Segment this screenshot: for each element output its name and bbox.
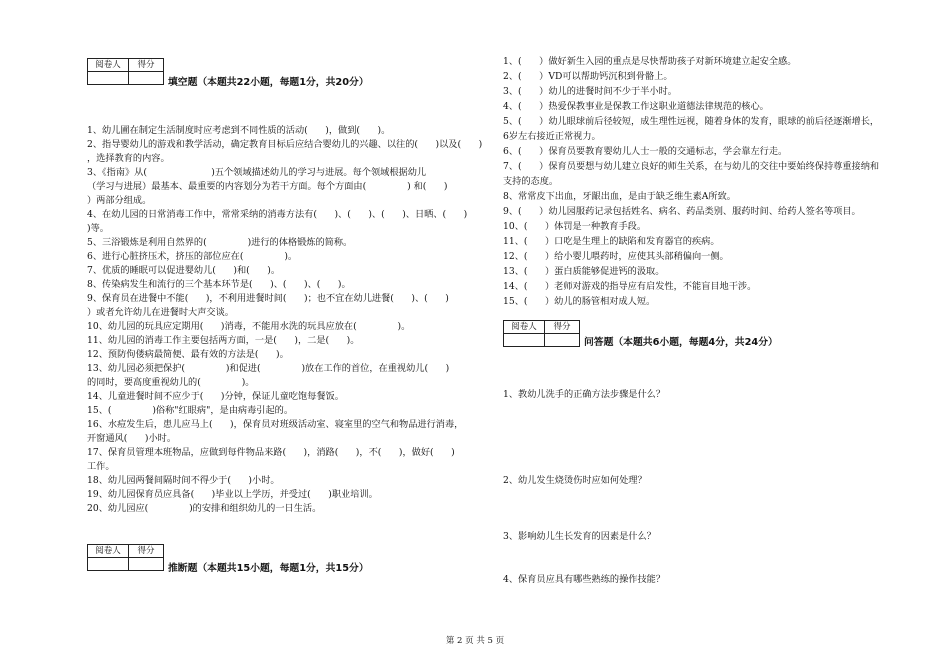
page-footer: 第 2 页 共 5 页 bbox=[445, 636, 505, 646]
question-line: 10、幼儿园的玩具应定期用( )消毒，不能用水洗的玩具应放在( )。 bbox=[87, 321, 411, 332]
score-cell[interactable] bbox=[129, 558, 164, 571]
qa-question-2: 2、幼儿发生烧烫伤时应如何处理？ bbox=[503, 475, 647, 486]
question-line: 19、幼儿园保育员应具备( )毕业以上学历，并受过( )职业培训。 bbox=[87, 489, 378, 500]
question-line: 1、( ）做好新生入园的重点是尽快帮助孩子对新环境建立起安全感。 bbox=[503, 56, 797, 67]
score-cell[interactable] bbox=[129, 72, 164, 85]
question-line: 5、( ）幼儿眼球前后径较短，成生理性远视，随着身体的发育，眼球的前后径逐渐增长， bbox=[503, 116, 880, 127]
question-line: 6、( ）保育员要教育婴幼儿人士一般的交通标志，学会靠左行走。 bbox=[503, 146, 788, 157]
question-line: 7、优质的睡眠可以促进婴幼儿( )和( )。 bbox=[87, 265, 281, 276]
question-line: 14、( ）老师对游戏的指导应有启发性，不能盲目地干涉。 bbox=[503, 281, 757, 292]
fill-questions bbox=[87, 124, 482, 516]
question-line: 12、预防佝偻病最简便、最有效的方法是( )。 bbox=[87, 349, 289, 360]
score-label: 得分 bbox=[129, 545, 164, 558]
judge-section-title: 推断题（本题共15小题，每题1分，共15分） bbox=[168, 563, 369, 574]
qa-section-title: 问答题（本题共6小题，每题4分，共24分） bbox=[584, 337, 778, 348]
reviewer-label: 阅卷人 bbox=[88, 545, 129, 558]
question-line: 2、( ）VD可以帮助钙沉积到骨骼上。 bbox=[503, 71, 673, 82]
question-line: 8、常常皮下出血，牙龈出血，是由于缺乏维生素A所致。 bbox=[503, 191, 736, 202]
question-line: 12、( ）给小婴儿喂药时，应使其头部稍偏向一侧。 bbox=[503, 251, 729, 262]
score-box-qa bbox=[503, 320, 580, 347]
score-box-judge bbox=[87, 544, 164, 571]
qa-question-4: 4、保育员应具有哪些熟练的操作技能？ bbox=[503, 574, 666, 585]
question-line: 20、幼儿园应( )的安排和组织幼儿的一日生活。 bbox=[87, 503, 322, 514]
question-line: 5、三浴锻炼是利用自然界的( )进行的体格锻炼的简称。 bbox=[87, 237, 353, 248]
reviewer-cell[interactable] bbox=[88, 72, 129, 85]
question-line: 11、幼儿园的消毒工作主要包括两方面，一是( )，二是( )。 bbox=[87, 335, 360, 346]
question-line: 10、( ）体罚是一种教育手段。 bbox=[503, 221, 647, 232]
question-line: ，选择教育的内容。 bbox=[87, 153, 170, 164]
question-line: 工作。 bbox=[87, 461, 115, 472]
question-line: 13、幼儿园必须把保护( )和促进( )放在工作的首位，在重视幼儿( ) bbox=[87, 363, 450, 374]
question-line: 17、保育员管理本班物品，应做到每件物品来路( )，消路( )，不( )，做好( ) bbox=[87, 447, 455, 458]
question-line: 8、传染病发生和流行的三个基本环节是( )、( )、( )。 bbox=[87, 279, 351, 290]
question-line: 4、( ）热爱保教事业是保教工作这职业道德法律规范的核心。 bbox=[503, 101, 769, 112]
question-line: 1、幼儿圃在制定生活制度时应考虑到不同性质的活动( )，做到( )。 bbox=[87, 125, 391, 136]
question-line: )等。 bbox=[87, 223, 109, 234]
question-line: 13、( ）蛋白质能够促进钙的汲取。 bbox=[503, 266, 665, 277]
qa-question-1: 1、教幼儿洗手的正确方法步骤是什么？ bbox=[503, 389, 666, 400]
judge-questions bbox=[503, 54, 879, 309]
reviewer-cell[interactable] bbox=[88, 558, 129, 571]
question-line: 16、水痘发生后，患儿应马上( )，保育员对班级活动室、寝室里的空气和物品进行消毒， bbox=[87, 419, 464, 430]
question-line: 9、保育员在进餐中不能( )，不利用进餐时间( )；也不宜在幼儿进餐( )、( ) bbox=[87, 293, 449, 304]
score-label: 得分 bbox=[129, 59, 164, 72]
question-line: 11、( ）口吃是生理上的缺陷和发育器官的疾病。 bbox=[503, 236, 720, 247]
question-line: （学习与进展）最基本、最重要的内容划分为若干方面。每个方面由( ) 和( ) bbox=[87, 181, 448, 192]
question-line: 6、进行心脏挤压术，挤压的部位应在( )。 bbox=[87, 251, 298, 262]
fill-section-title: 填空题（本题共22小题，每题1分，共20分） bbox=[168, 77, 369, 88]
question-line: 3、( ）幼儿的进餐时间不少于半小时。 bbox=[503, 86, 677, 97]
qa-question-3: 3、影响幼儿生长发育的因素是什么？ bbox=[503, 531, 656, 542]
score-cell[interactable] bbox=[545, 334, 580, 347]
question-line: 15、( ）幼儿的肠管相对成人短。 bbox=[503, 296, 656, 307]
question-line: 14、儿童进餐时间不应少于( )分钟，保证儿童吃饱每餐饭。 bbox=[87, 391, 344, 402]
reviewer-label: 阅卷人 bbox=[88, 59, 129, 72]
question-line: 4、在幼儿园的日常消毒工作中，常常采纳的消毒方法有( )、( )、( )、日晒、( ) bbox=[87, 209, 468, 220]
question-line: ）两部分组成。 bbox=[87, 195, 152, 206]
question-line: 7、( ）保育员要想与幼儿建立良好的师生关系，在与幼儿的交往中要始终保持尊重接纳和 bbox=[503, 161, 880, 172]
score-box-fill bbox=[87, 58, 164, 85]
question-line: 6岁左右接近正常视力。 bbox=[503, 131, 601, 142]
question-line: 3、《指南》从( )五个领域描述幼儿的学习与进展。每个领域根据幼儿 bbox=[87, 167, 427, 178]
question-line: 的同时，要高度重视幼儿的( )。 bbox=[87, 377, 255, 388]
question-line: 2、指导婴幼儿的游戏和教学活动，确定教育目标后应结合婴幼儿的兴趣、以往的( )以及( ) bbox=[87, 139, 483, 150]
reviewer-label: 阅卷人 bbox=[504, 321, 545, 334]
reviewer-cell[interactable] bbox=[504, 334, 545, 347]
question-line: 支持的态度。 bbox=[503, 176, 559, 187]
question-line: 18、幼儿园两餐间隔时间不得少于( )小时。 bbox=[87, 475, 280, 486]
score-label: 得分 bbox=[545, 321, 580, 334]
question-line: 9、( ）幼儿园服药记录包括姓名、病名、药品类别、服药时间、给药人签名等项目。 bbox=[503, 206, 861, 217]
question-line: ）或者允许幼儿在进餐时大声交谈。 bbox=[87, 307, 234, 318]
question-line: 开窗通风( )小时。 bbox=[87, 433, 177, 444]
question-line: 15、( )俗称"红眼病"，是由病毒引起的。 bbox=[87, 405, 294, 416]
